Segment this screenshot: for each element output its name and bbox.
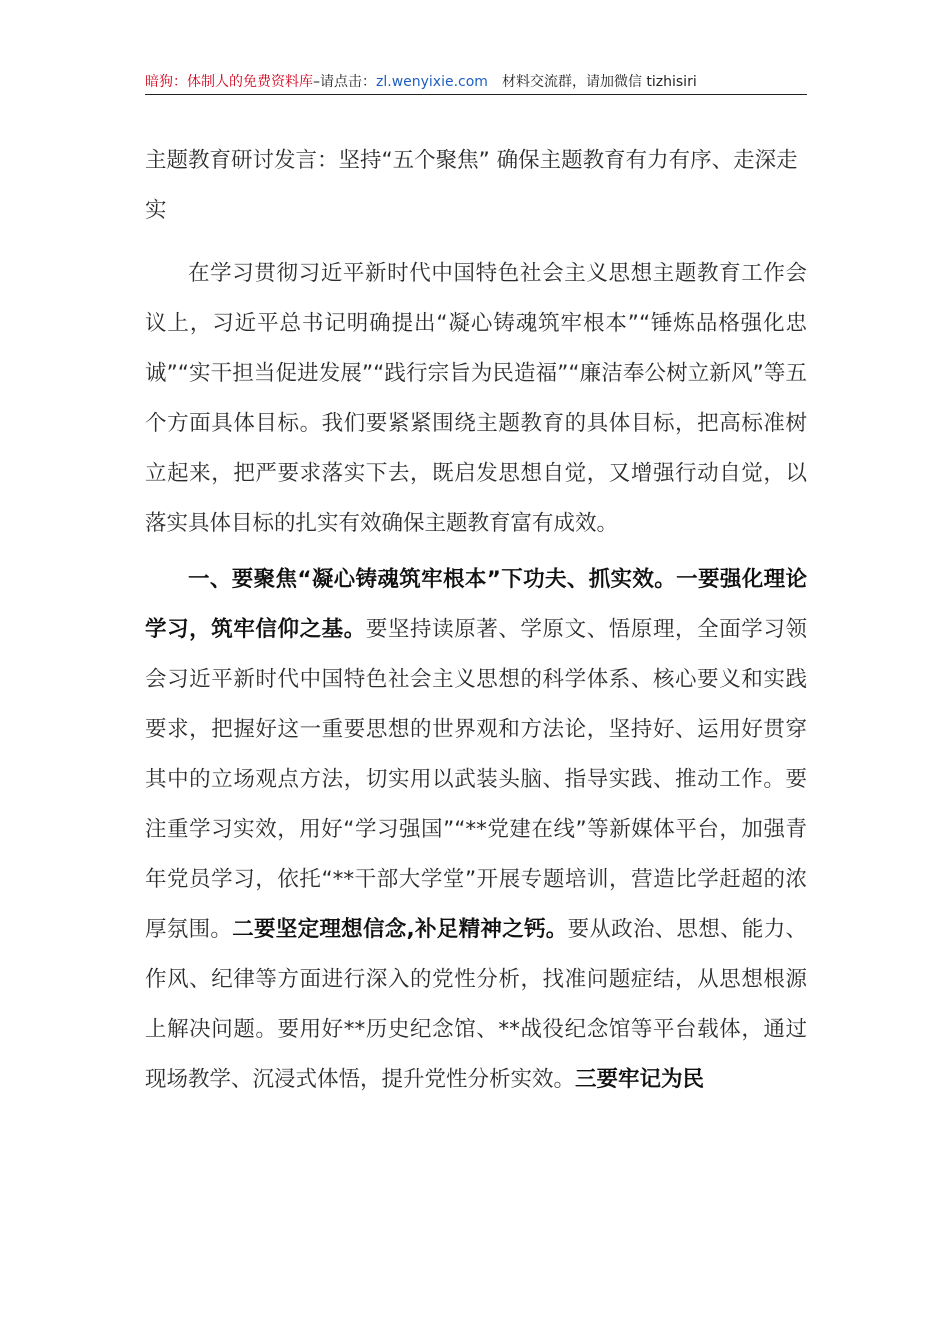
section-one-paragraph — [145, 555, 807, 1105]
point-three-title: 三要牢记为民 — [575, 1067, 705, 1092]
document-body — [145, 136, 807, 1105]
header-site-name: 暗狗：体制人的免费资料库 — [145, 74, 313, 90]
point-two-title: 二要坚定理想信念,补足精神之钙。 — [232, 917, 568, 942]
intro-paragraph: 在学习贯彻习近平新时代中国特色社会主义思想主题教育工作会议上，习近平总书记明确提出“凝心铸魂筑牢根本”“锤炼品格强化忠诚”“实干担当促进发展”“践行宗旨为民造福”“廉洁奉公树立新风”等五个方面具体目标。我们要紧紧围绕主题教育的具体目标，把高标准树立起来，把严要求落实下去，既启发思想自觉，又增强行动自觉，以落实具体目标的扎实有效确保主题教育富有成效。 — [145, 261, 807, 536]
point-two-text: 要从政治、思想、能力、作风、纪律等方面进行深入的党性分析，找准问题症结，从思想根源上解决问题。要用好**历史纪念馆、**战役纪念馆等平台载体，通过现场教学、沉浸式体悟，提升党性分析实效。 — [145, 917, 807, 1092]
page-header — [145, 72, 807, 95]
point-one-text: 要坚持读原著、学原文、悟原理，全面学习领会习近平新时代中国特色社会主义思想的科学体系、核心要义和实践要求，把握好这一重要思想的世界观和方法论，坚持好、运用好贯穿其中的立场观点方法，切实用以武装头脑、指导实践、推动工作。要注重学习实效，用好“学习强国”“**党建在线”等新媒体平台，加强青年党员学习，依托“**干部大学堂”开展专题培训，营造比学赶超的浓厚氛围。 — [145, 617, 807, 942]
header-click-prompt: –请点击： — [313, 74, 376, 90]
document-title: 主题教育研讨发言：坚持“五个聚焦” 确保主题教育有力有序、走深走实 — [145, 148, 798, 223]
section-one-heading: 一、要聚焦“凝心铸魂筑牢根本”下功夫、抓实效。 — [188, 567, 677, 592]
header-group-note: 材料交流群，请加微信 tizhisiri — [501, 74, 697, 90]
point-one-title: 一要强化理论学习，筑牢信仰之基。 — [145, 567, 807, 642]
header-url-link[interactable]: zl.wenyixie.com — [376, 74, 488, 90]
